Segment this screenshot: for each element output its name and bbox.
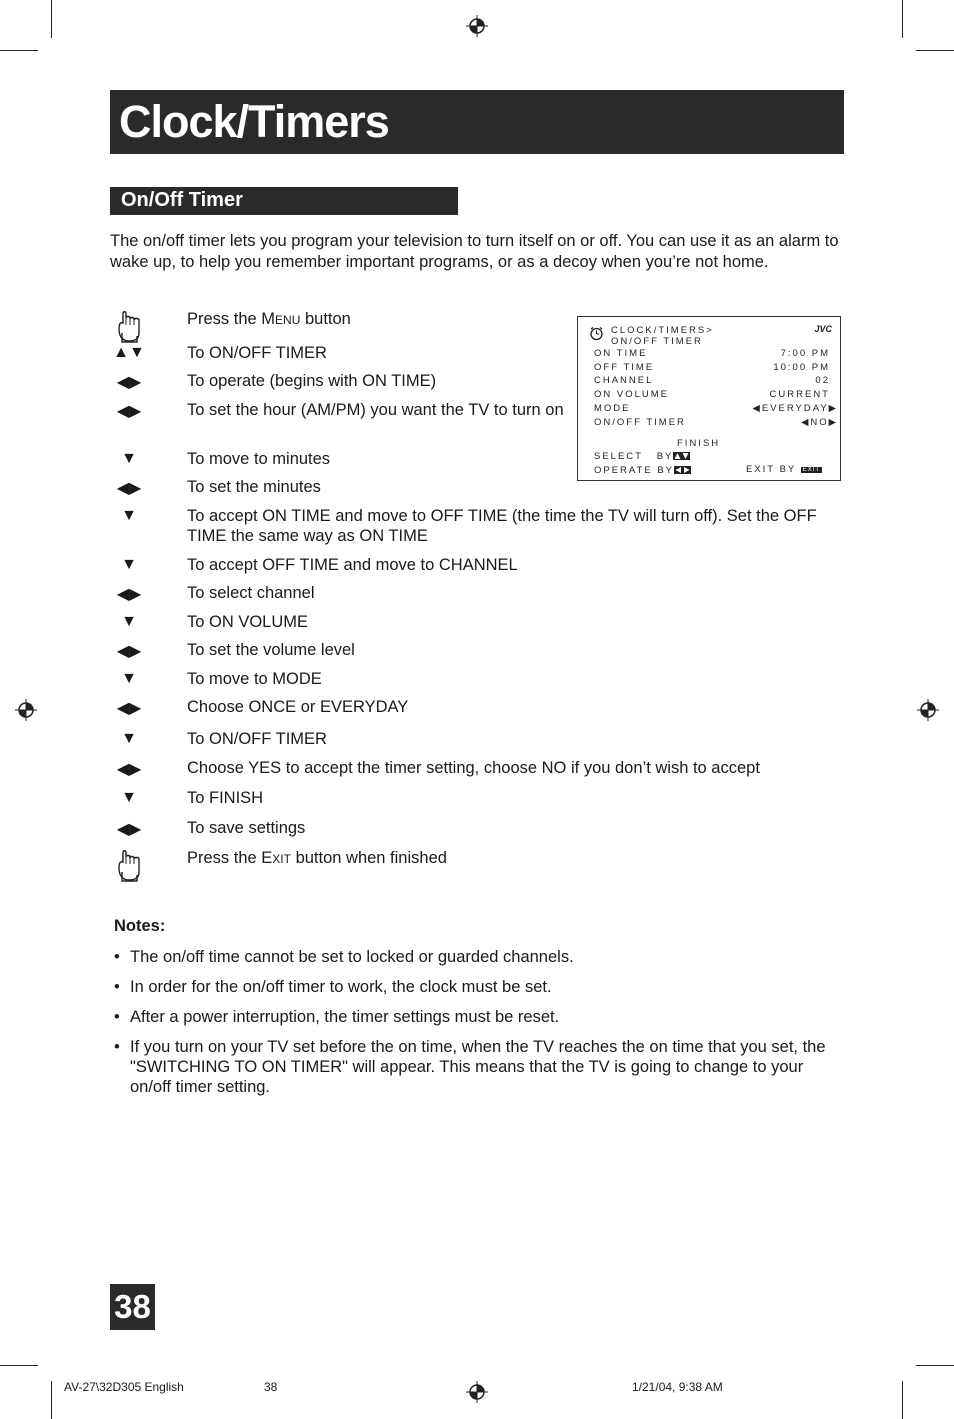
registration-mark-icon bbox=[466, 15, 488, 37]
left-right-arrow-icon: ◀▶ bbox=[116, 821, 142, 838]
note-item bbox=[114, 977, 844, 997]
osd-exit-hint bbox=[746, 464, 822, 475]
step-text: Choose ONCE or EVERYDAY bbox=[187, 698, 409, 716]
osd-row-value: 02 bbox=[815, 375, 830, 387]
crop-mark bbox=[0, 50, 38, 51]
left-right-arrow-icon: ◀▶ bbox=[116, 643, 142, 660]
remote-hand-icon bbox=[115, 309, 147, 343]
crop-mark bbox=[916, 50, 954, 51]
down-arrow-icon: ▼ bbox=[121, 730, 137, 747]
osd-row-value: ◀EVERYDAY▶ bbox=[752, 402, 838, 414]
step-text: To set the volume level bbox=[187, 641, 355, 659]
note-item bbox=[114, 947, 844, 967]
remote-hand-icon bbox=[115, 848, 147, 882]
crop-mark bbox=[916, 1365, 954, 1366]
registration-mark-icon bbox=[15, 699, 37, 721]
step-text: To save settings bbox=[187, 819, 306, 837]
step-text: Press the Menu button bbox=[187, 310, 351, 328]
page-title-bar bbox=[110, 90, 844, 154]
left-right-arrow-icon: ◀▶ bbox=[116, 586, 142, 603]
osd-select-hint bbox=[594, 451, 690, 462]
up-down-arrow-icon: ▲▼ bbox=[113, 344, 145, 361]
crop-mark bbox=[0, 1365, 38, 1366]
on-screen-menu bbox=[577, 316, 841, 481]
footer-date: 1/21/04, 9:38 AM bbox=[632, 1380, 723, 1394]
step-text: To ON VOLUME bbox=[187, 613, 309, 631]
note-text: In order for the on/off timer to work, the clock must be set. bbox=[130, 978, 552, 996]
osd-row-value: CURRENT bbox=[769, 389, 830, 401]
clock-icon bbox=[589, 326, 604, 341]
osd-row-label: ON/OFF TIMER bbox=[594, 416, 686, 428]
step-text: To accept OFF TIME and move to CHANNEL bbox=[187, 556, 518, 574]
down-arrow-icon: ▼ bbox=[121, 613, 137, 630]
left-right-arrow-icon: ◀▶ bbox=[116, 403, 142, 420]
down-arrow-icon: ▼ bbox=[121, 556, 137, 573]
osd-row-label: ON VOLUME bbox=[594, 389, 670, 401]
note-text: The on/off time cannot be set to locked or guarded channels. bbox=[130, 948, 574, 966]
down-arrow-icon: ▼ bbox=[121, 789, 137, 806]
bullet-icon: • bbox=[114, 978, 120, 996]
osd-row-label: CHANNEL bbox=[594, 375, 654, 387]
step-text: To accept ON TIME and move to OFF TIME (the time the TV will turn off). Set the OFF TIME the same way as ON TIME bbox=[187, 507, 817, 545]
exit-key-icon: EXIT bbox=[802, 467, 821, 473]
step-text: To select channel bbox=[187, 584, 315, 602]
osd-exit-label: EXIT BY bbox=[746, 464, 797, 475]
osd-finish: FINISH bbox=[677, 438, 721, 449]
section-title: On/Off Timer bbox=[121, 189, 243, 211]
crop-mark bbox=[51, 1381, 52, 1419]
crop-mark bbox=[51, 0, 52, 38]
left-right-arrow-icon: ◀▶ bbox=[116, 700, 142, 717]
bullet-icon: • bbox=[114, 948, 120, 966]
down-arrow-icon: ▼ bbox=[121, 450, 137, 467]
down-arrow-icon: ▼ bbox=[121, 670, 137, 687]
step-text: To move to minutes bbox=[187, 450, 331, 468]
step-text: To operate (begins with ON TIME) bbox=[187, 372, 437, 390]
bullet-icon: • bbox=[114, 1038, 120, 1056]
left-right-arrow-icon: ◀▶ bbox=[116, 761, 142, 778]
crop-mark bbox=[902, 0, 903, 38]
step-text: To set the hour (AM/PM) you want the TV to turn on bbox=[187, 401, 564, 419]
osd-select-label: SELECT BY bbox=[594, 451, 674, 462]
note-item bbox=[114, 1007, 844, 1027]
osd-operate-hint bbox=[594, 465, 691, 476]
page-title: Clock/Timers bbox=[119, 96, 389, 147]
step-text: To ON/OFF TIMER bbox=[187, 730, 327, 748]
registration-mark-icon bbox=[917, 699, 939, 721]
registration-mark-icon bbox=[466, 1381, 488, 1403]
step-text: Press the Exit button when finished bbox=[187, 849, 447, 867]
osd-row-label: MODE bbox=[594, 402, 631, 414]
remote-key-name: Menu bbox=[261, 310, 301, 328]
osd-breadcrumb-2: ON/OFF TIMER bbox=[611, 336, 703, 347]
page-number: 38 bbox=[114, 1288, 151, 1325]
footer-page: 38 bbox=[264, 1380, 278, 1394]
notes-heading: Notes: bbox=[114, 917, 166, 935]
note-item bbox=[114, 1037, 844, 1097]
section-title-bar bbox=[110, 187, 458, 215]
step-text: To move to MODE bbox=[187, 670, 322, 688]
step-text: To ON/OFF TIMER bbox=[187, 344, 327, 362]
osd-row-value: 10:00 PM bbox=[773, 361, 830, 373]
note-text: After a power interruption, the timer settings must be reset. bbox=[130, 1008, 560, 1026]
osd-breadcrumb-1: CLOCK/TIMERS> bbox=[611, 325, 714, 336]
up-down-key-icon bbox=[673, 452, 690, 460]
footer-file: AV-27\32D305 English bbox=[64, 1380, 184, 1394]
osd-row-value: 7:00 PM bbox=[780, 348, 830, 359]
left-right-arrow-icon: ◀▶ bbox=[116, 374, 142, 391]
left-right-key-icon bbox=[674, 466, 691, 474]
osd-row-value: ◀NO▶ bbox=[801, 416, 838, 428]
step-text: To FINISH bbox=[187, 789, 264, 807]
crop-mark bbox=[902, 1381, 903, 1419]
note-text: If you turn on your TV set before the on time, when the TV reaches the on time that you set, the "SWITCHING TO ON TIMER" will appear. This means that the TV is going to change to your on/off timer setting. bbox=[130, 1038, 826, 1096]
osd-operate-label: OPERATE BY bbox=[594, 465, 675, 476]
page-number-box bbox=[110, 1284, 155, 1330]
step-text: Choose YES to accept the timer setting, choose NO if you don’t wish to accept bbox=[187, 759, 760, 777]
remote-key-name: Exit bbox=[261, 849, 291, 867]
down-arrow-icon: ▼ bbox=[121, 507, 137, 524]
osd-brand-logo: JVC bbox=[814, 324, 832, 334]
left-right-arrow-icon: ◀▶ bbox=[116, 480, 142, 497]
bullet-icon: • bbox=[114, 1008, 120, 1026]
osd-row-label: ON TIME bbox=[594, 348, 648, 359]
intro-paragraph: The on/off timer lets you program your television to turn itself on or off. You can use it as an alarm to wake up, to help you remember important programs, or as a decoy when you’re not home. bbox=[110, 232, 839, 271]
osd-row-label: OFF TIME bbox=[594, 361, 655, 373]
step-text: To set the minutes bbox=[187, 478, 321, 496]
